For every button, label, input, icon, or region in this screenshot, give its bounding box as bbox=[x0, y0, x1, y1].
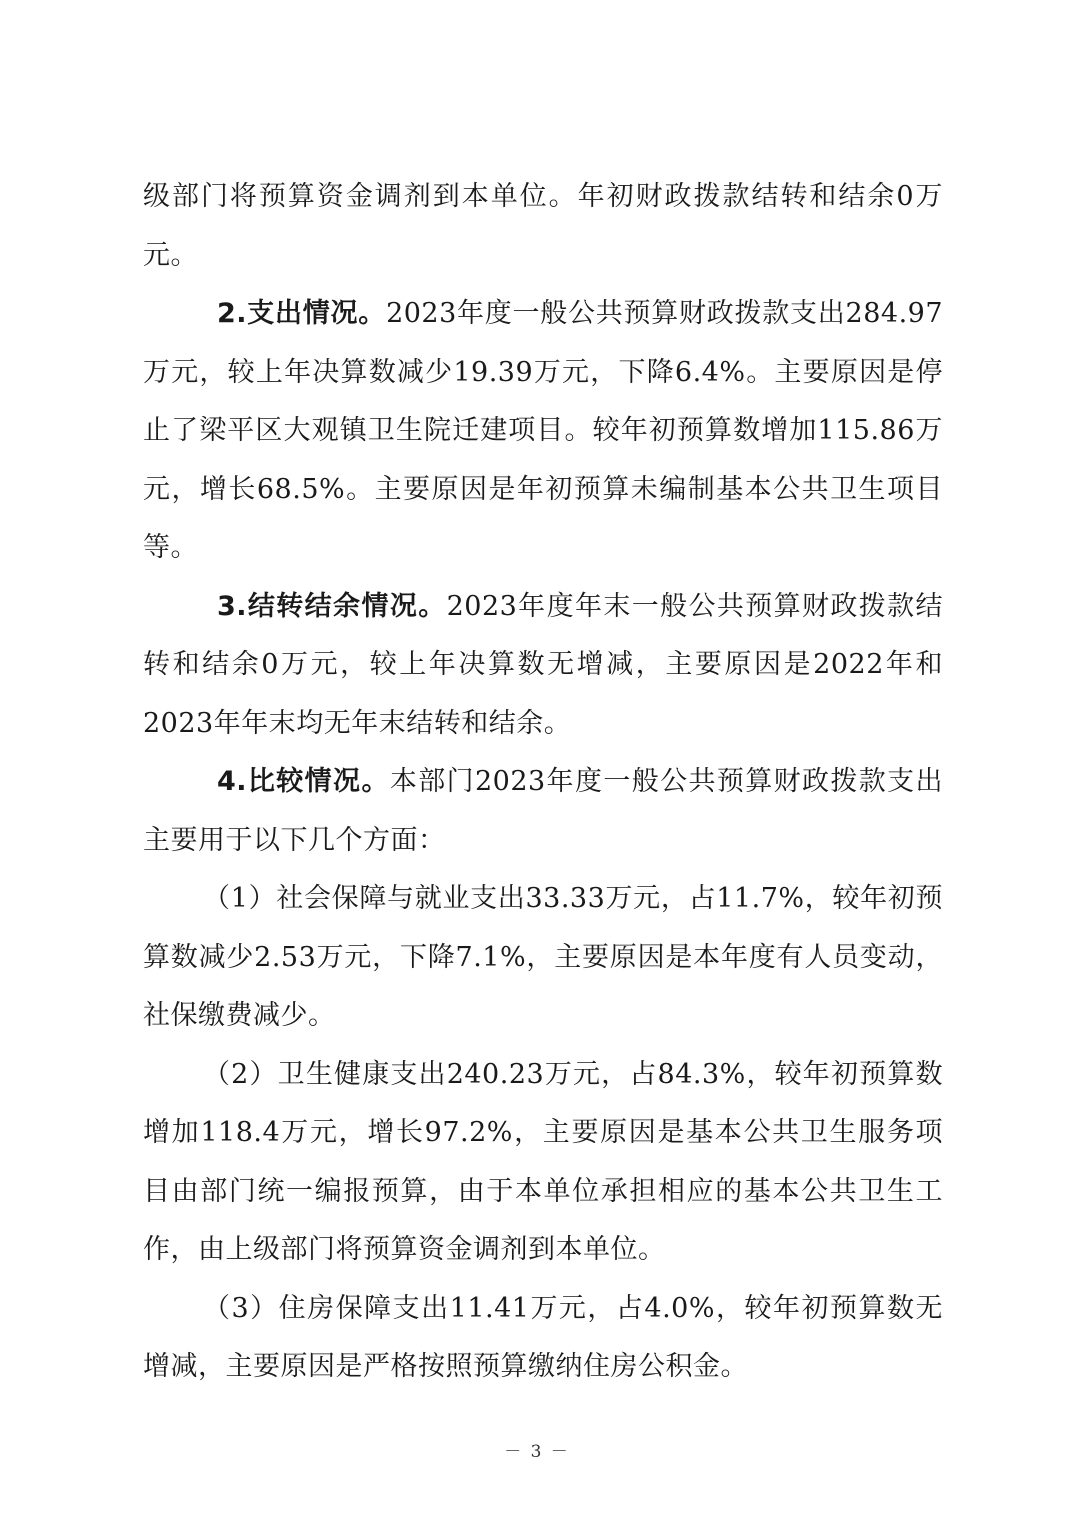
paragraph-heading: 4.比较情况。 bbox=[217, 766, 390, 797]
paragraph-carryover bbox=[143, 578, 943, 754]
page-number: － 3 － bbox=[504, 1442, 570, 1462]
paragraph-item-health bbox=[143, 1046, 943, 1280]
paragraph-heading: 2.支出情况。 bbox=[217, 298, 387, 329]
paragraph-item-social-security bbox=[143, 870, 943, 1046]
paragraph-item-housing bbox=[143, 1280, 943, 1397]
document-body bbox=[143, 168, 943, 1397]
paragraph-expenditure bbox=[143, 285, 943, 578]
paragraph-heading: 3.结转结余情况。 bbox=[217, 590, 447, 622]
paragraph-text: 2023年度一般公共预算财政拨款支出284.97万元，较上年决算数减少19.39万元，下降6.4%。主要原因是停止了梁平区大观镇卫生院迁建项目。较年初预算数增加115.86万元，增长68.5%。主要原因是年初预算未编制基本公共卫生项目等。 bbox=[143, 298, 944, 563]
paragraph-text: 本部门2023年度一般公共预算财政拨款支出主要用于以下几个方面： bbox=[143, 766, 943, 856]
paragraph-text: 级部门将预算资金调剂到本单位。年初财政拨款结转和结余0万元。 bbox=[143, 181, 943, 271]
paragraph-text: （3）住房保障支出11.41万元，占4.0%，较年初预算数无增减，主要原因是严格按照预算缴纳住房公积金。 bbox=[143, 1292, 943, 1382]
paragraph-text: 2023年度年末一般公共预算财政拨款结转和结余0万元，较上年决算数无增减，主要原因是2022年和2023年年末均无年末结转和结余。 bbox=[143, 590, 944, 739]
paragraph-continuation bbox=[143, 168, 943, 285]
paragraph-text: （1）社会保障与就业支出33.33万元，占11.7%，较年初预算数减少2.53万元，下降7.1%，主要原因是本年度有人员变动，社保缴费减少。 bbox=[143, 883, 943, 1031]
paragraph-text: （2）卫生健康支出240.23万元，占84.3%，较年初预算数增加118.4万元，增长97.2%，主要原因是基本公共卫生服务项目由部门统一编报预算，由于本单位承担相应的基本公共卫生工作，由上级部门将预算资金调剂到本单位。 bbox=[143, 1058, 943, 1265]
paragraph-comparison bbox=[143, 753, 943, 870]
